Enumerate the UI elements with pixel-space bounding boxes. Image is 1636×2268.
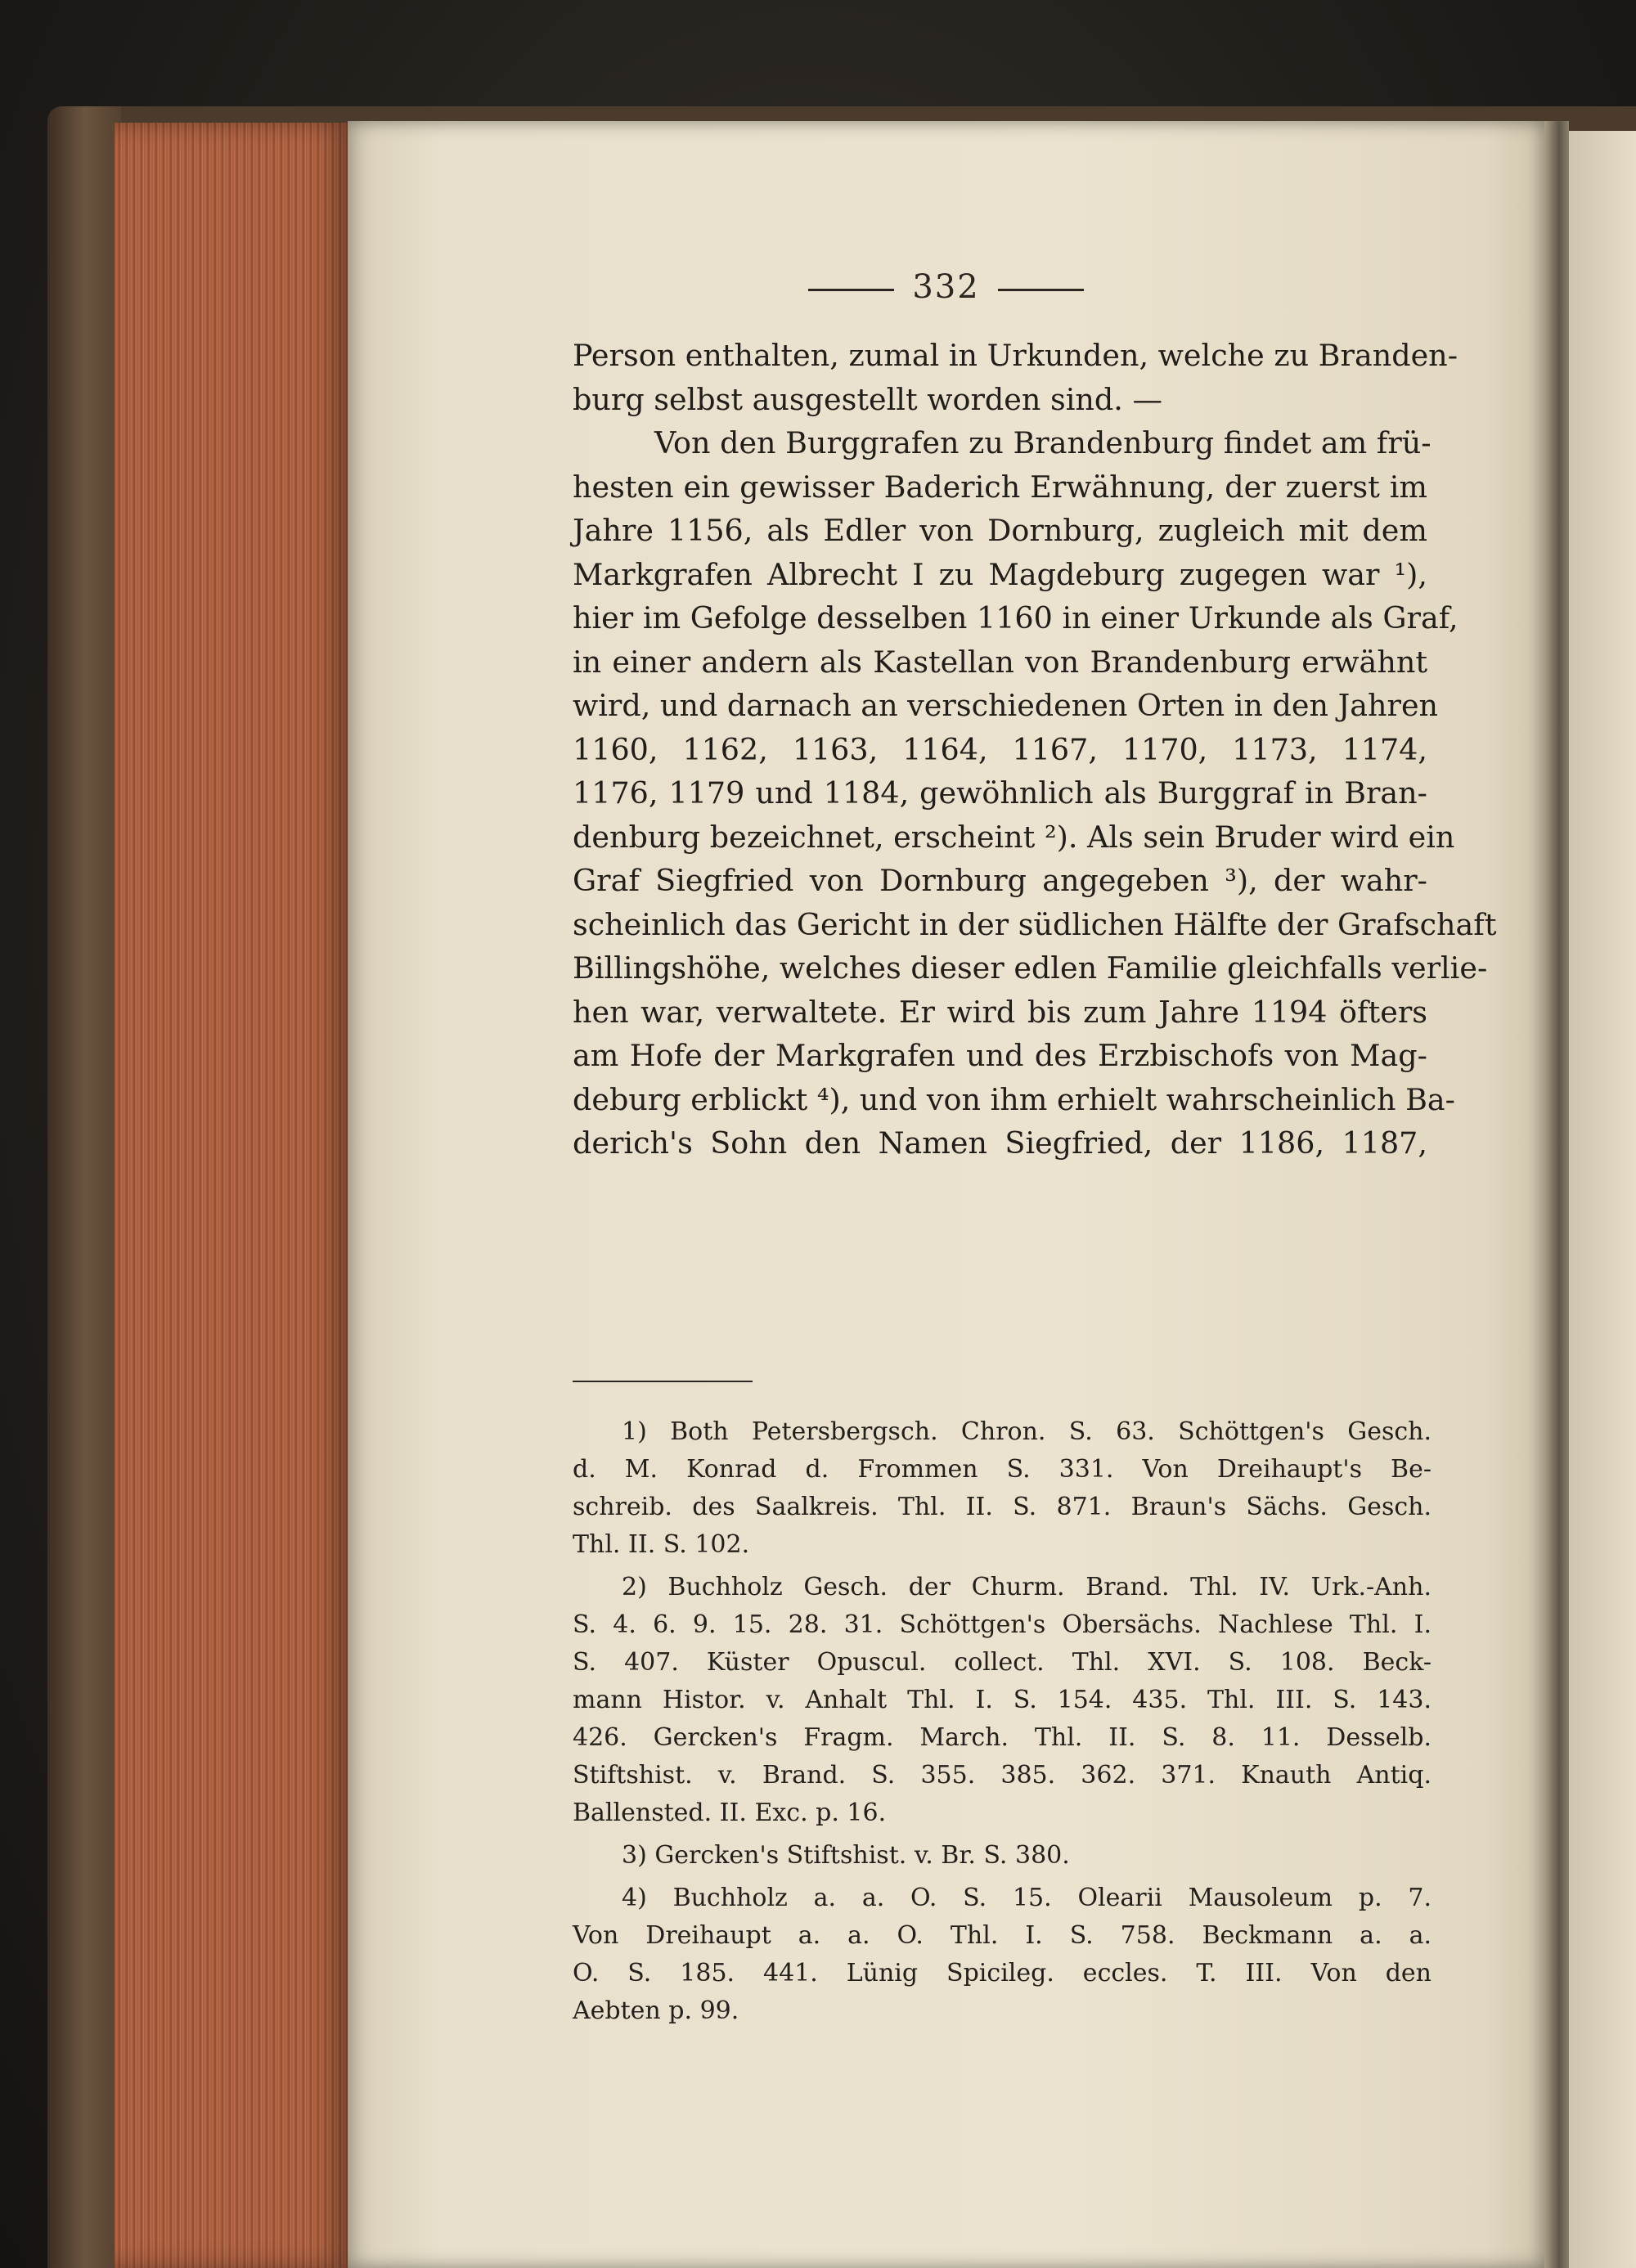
text-line: Person enthalten, zumal in Urkunden, welche zu Branden- — [573, 338, 1458, 373]
footnote-line: 426. Gercken's Fragm. March. Thl. II. S. 8. 11. Desselb. — [573, 1723, 1432, 1752]
footnote-line: 1) Both Petersbergsch. Chron. S. 63. Schöttgen's Gesch. — [622, 1417, 1432, 1446]
cover-edge — [47, 106, 121, 2268]
text-line: deburg erblickt ⁴), und von ihm erhielt wahrscheinlich Ba- — [573, 1081, 1456, 1117]
text-line: am Hofe der Markgrafen und des Erzbischofs von Mag- — [573, 1038, 1427, 1073]
text-line: Jahre 1156, als Edler von Dornburg, zugleich mit dem — [573, 513, 1427, 548]
footnote-line: Stiftshist. v. Brand. S. 355. 385. 362. 371. Knauth Antiq. — [573, 1761, 1432, 1790]
text-line: in einer andern als Kastellan von Brandenburg erwähnt — [573, 644, 1427, 680]
text-line: hen war, verwaltete. Er wird bis zum Jahre 1194 öfters — [573, 994, 1427, 1030]
page-number: 332 — [912, 268, 980, 306]
page-header — [348, 268, 1544, 306]
text-line: 1160, 1162, 1163, 1164, 1167, 1170, 1173, 1174, — [573, 731, 1427, 767]
footnote-line: Ballensted. II. Exc. p. 16. — [573, 1799, 887, 1827]
text-line: hesten ein gewisser Baderich Erwähnung, der zuerst im — [573, 469, 1427, 505]
header-rule-left — [808, 289, 894, 291]
footnote-4 — [573, 1880, 1432, 2030]
book-page — [348, 121, 1544, 2268]
main-text — [573, 334, 1497, 1165]
text-line: derich's Sohn den Namen Siegfried, der 1186, 1187, — [573, 1125, 1427, 1161]
facing-page-edge — [1569, 131, 1636, 2268]
footnote-line: 2) Buchholz Gesch. der Churm. Brand. Thl. IV. Urk.-Anh. — [622, 1573, 1432, 1601]
footnote-3 — [573, 1837, 1432, 1875]
text-line: hier im Gefolge desselben 1160 in einer Urkunde als Graf, — [573, 600, 1458, 635]
footnotes — [573, 1413, 1432, 2035]
text-line: 1176, 1179 und 1184, gewöhnlich als Burggraf in Bran- — [573, 775, 1427, 811]
footnote-line: 4) Buchholz a. a. O. S. 15. Olearii Mausoleum p. 7. — [622, 1884, 1432, 1912]
footnote-line: O. S. 185. 441. Lünig Spicileg. eccles. T. III. Von den — [573, 1959, 1432, 1987]
text-line: Von den Burggrafen zu Brandenburg findet am frü- — [654, 425, 1432, 460]
footnote-rule — [573, 1381, 753, 1382]
text-line: scheinlich das Gericht in der südlichen Hälfte der Grafschaft — [573, 906, 1497, 942]
text-line: Billingshöhe, welches dieser edlen Familie gleichfalls verlie- — [573, 950, 1488, 986]
footnote-2 — [573, 1569, 1432, 1832]
footnote-line: S. 4. 6. 9. 15. 28. 31. Schöttgen's Obersächs. Nachlese Thl. I. — [573, 1610, 1432, 1639]
text-line: Markgrafen Albrecht I zu Magdeburg zugegen war ¹), — [573, 556, 1427, 592]
footnote-line: Thl. II. S. 102. — [573, 1530, 750, 1559]
footnote-line: mann Histor. v. Anhalt Thl. I. S. 154. 435. Thl. III. S. 143. — [573, 1686, 1432, 1714]
header-rule-right — [998, 289, 1084, 291]
text-line: Graf Siegfried von Dornburg angegeben ³), der wahr- — [573, 863, 1427, 898]
footnote-line: Aebten p. 99. — [573, 1996, 739, 2025]
footnote-line: S. 407. Küster Opuscul. collect. Thl. XVI. S. 108. Beck- — [573, 1648, 1432, 1677]
footnote-1 — [573, 1413, 1432, 1564]
text-line: wird, und darnach an verschiedenen Orten in den Jahren — [573, 688, 1439, 723]
book-gutter — [1544, 121, 1569, 2268]
text-line: burg selbst ausgestellt worden sind. — — [573, 381, 1162, 417]
page-edges — [115, 123, 352, 2268]
footnote-line: 3) Gercken's Stiftshist. v. Br. S. 380. — [622, 1841, 1070, 1870]
footnote-line: schreib. des Saalkreis. Thl. II. S. 871. Braun's Sächs. Gesch. — [573, 1493, 1432, 1521]
footnote-line: Von Dreihaupt a. a. O. Thl. I. S. 758. Beckmann a. a. — [573, 1921, 1432, 1950]
text-line: denburg bezeichnet, erscheint ²). Als sein Bruder wird ein — [573, 819, 1455, 855]
footnote-line: d. M. Konrad d. Frommen S. 331. Von Dreihaupt's Be- — [573, 1455, 1432, 1484]
